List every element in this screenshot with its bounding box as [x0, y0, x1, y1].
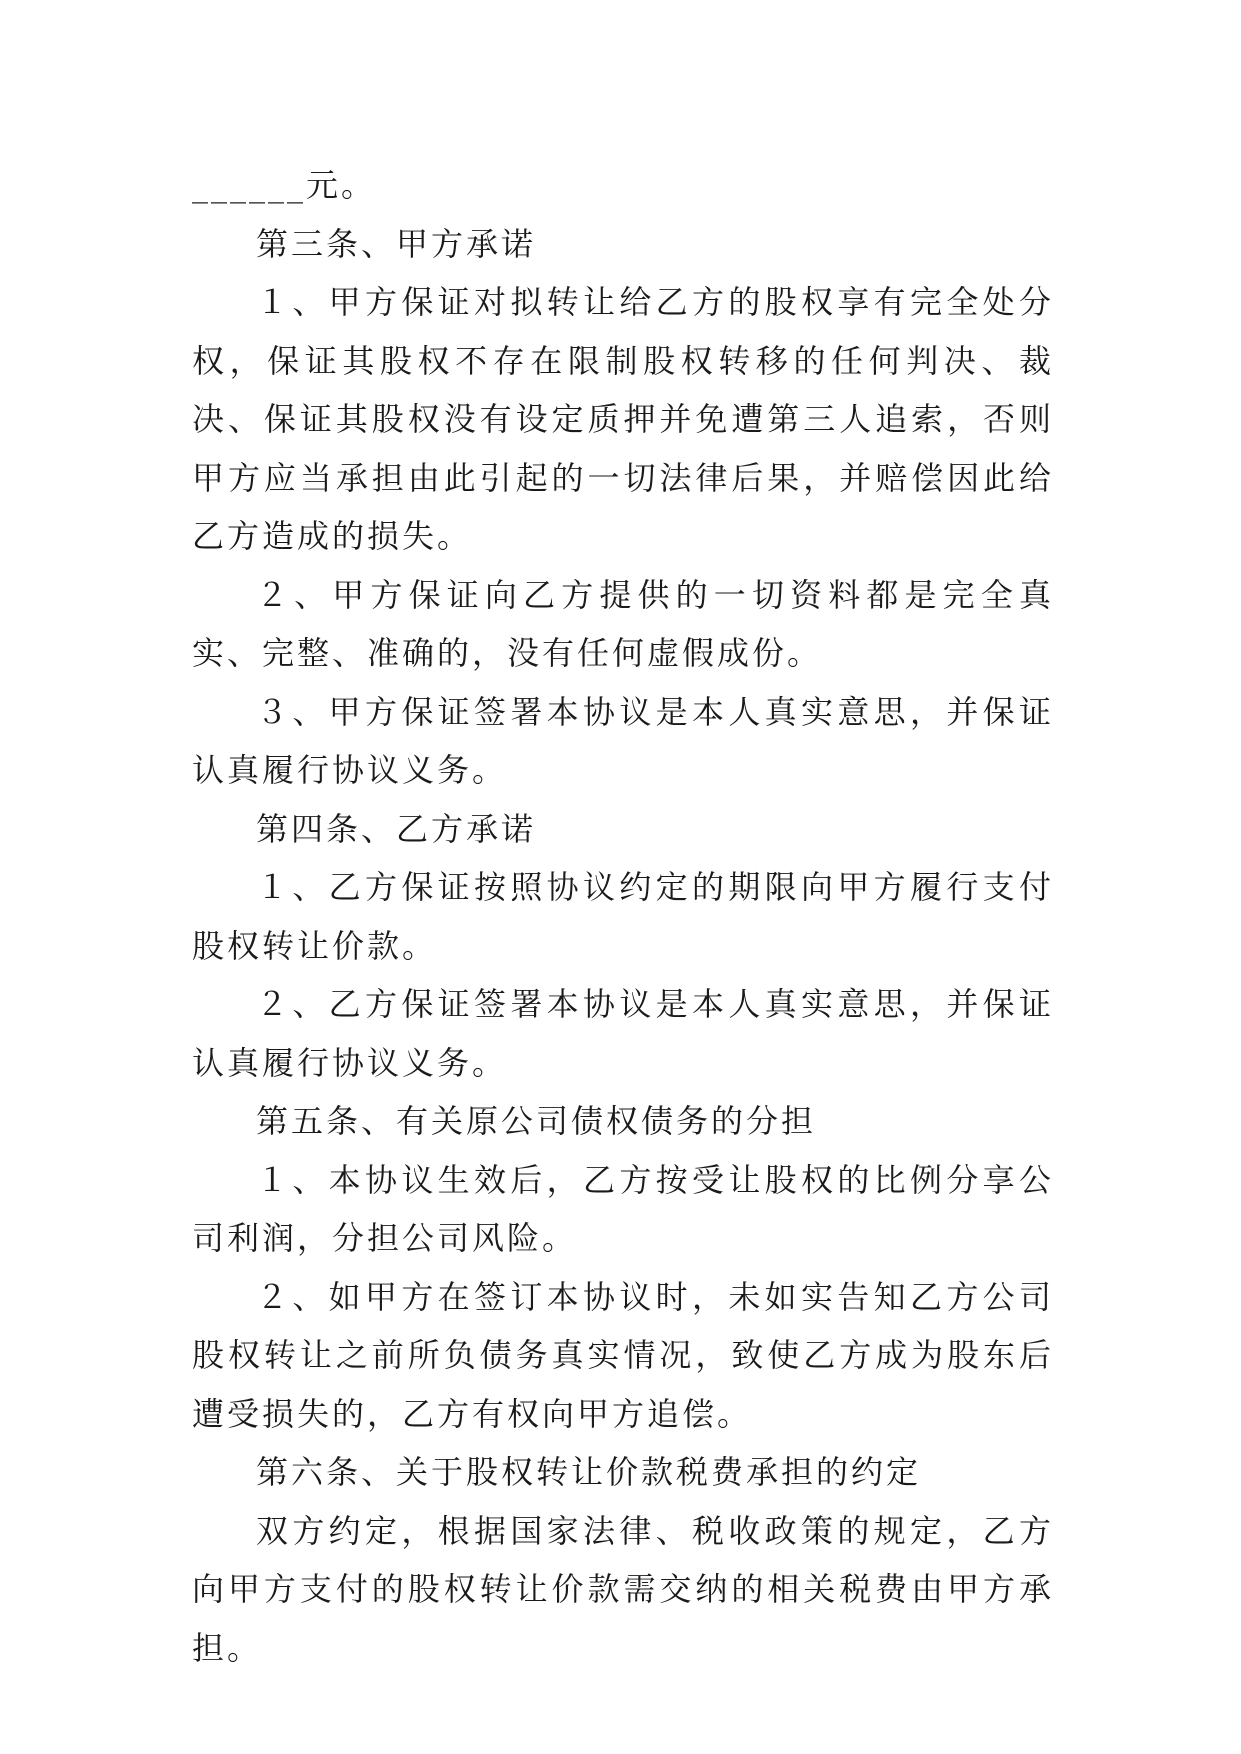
article-4-item-2: ２、乙方保证签署本协议是本人真实意思，并保证认真履行协议义务。	[192, 985, 1054, 1082]
article-3-heading: 第三条、甲方承诺	[256, 224, 537, 263]
document-body	[192, 156, 1054, 1677]
article-5-item-2: ２、如甲方在签订本协议时，未如实告知乙方公司股权转让之前所负债务真实情况，致使乙方成为股东后遭受损失的，乙方有权向甲方追偿。	[192, 1277, 1054, 1433]
article-6-body: 双方约定，根据国家法律、税收政策的规定，乙方向甲方支付的股权转让价款需交纳的相关税费由甲方承担。	[192, 1511, 1054, 1667]
article-3-item-3: ３、甲方保证签署本协议是本人真实意思，并保证认真履行协议义务。	[192, 692, 1054, 789]
article-3-item-1: １、甲方保证对拟转让给乙方的股权享有完全处分权，保证其股权不存在限制股权转移的任何判决、裁决、保证其股权没有设定质押并免遭第三人追索，否则甲方应当承担由此引起的一切法律后果，并赔偿因此给乙方造成的损失。	[192, 283, 1054, 555]
article-5-heading: 第五条、有关原公司债权债务的分担	[256, 1102, 817, 1140]
article-6-heading: 第六条、关于股权转让价款税费承担的约定	[256, 1453, 922, 1491]
amount-tail-paragraph: ______元。	[192, 166, 377, 204]
article-4-item-1: １、乙方保证按照协议约定的期限向甲方履行支付股权转让价款。	[192, 868, 1054, 965]
article-4-heading: 第四条、乙方承诺	[256, 809, 537, 848]
article-5-item-1: １、本协议生效后，乙方按受让股权的比例分享公司利润，分担公司风险。	[192, 1160, 1054, 1257]
article-3-item-2: ２、甲方保证向乙方提供的一切资料都是完全真实、完整、准确的，没有任何虚假成份。	[192, 575, 1054, 672]
